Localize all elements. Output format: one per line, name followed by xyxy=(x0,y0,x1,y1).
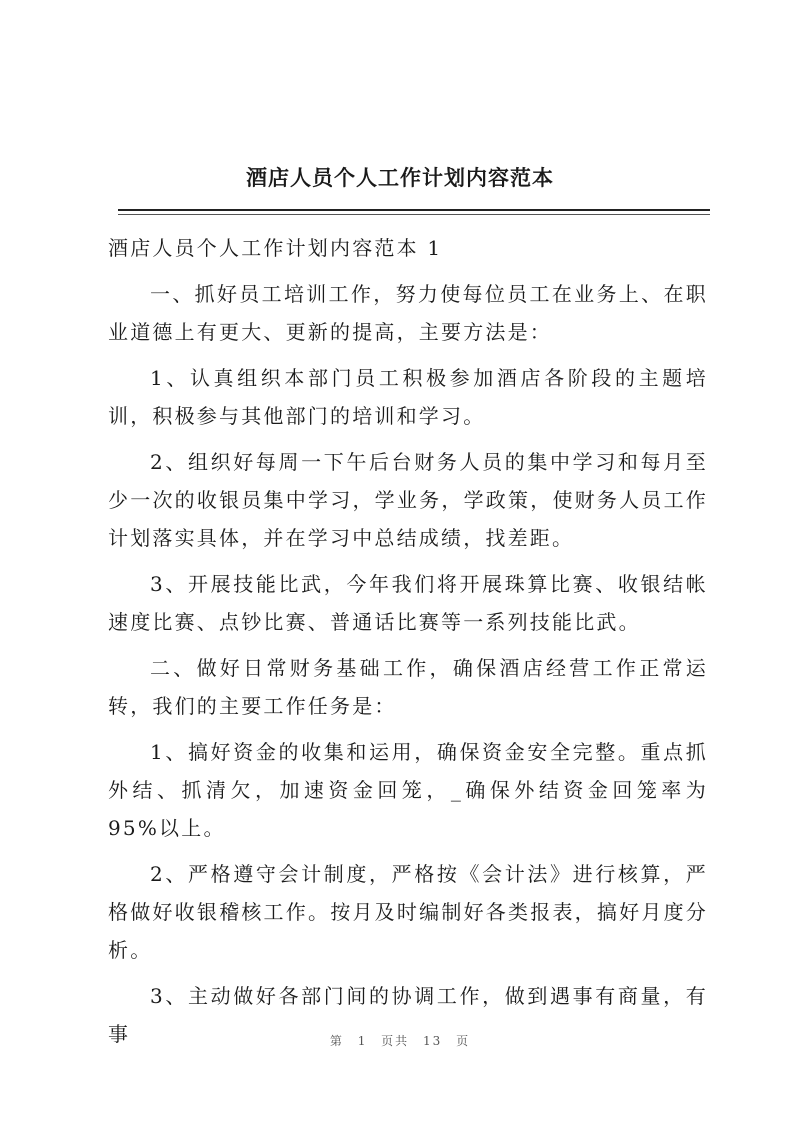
body-paragraph: 1、搞好资金的收集和运用，确保资金安全完整。重点抓外结、抓清欠，加速资金回笼，_确保外结资金回笼率为 95%以上。 xyxy=(108,740,708,840)
section-heading: 酒店人员个人工作计划内容范本 1 xyxy=(108,236,443,260)
body-paragraph: 一、抓好员工培训工作，努力使每位员工在业务上、在职业道德上有更大、更新的提高，主要方法是： xyxy=(108,282,708,344)
body-paragraph: 3、主动做好各部门间的协调工作，做到遇事有商量，有事 xyxy=(108,984,708,1046)
title-divider xyxy=(118,209,710,211)
body-paragraph: 二、做好日常财务基础工作，确保酒店经营工作正常运转，我们的主要工作任务是： xyxy=(108,656,708,718)
document-title: 酒店人员个人工作计划内容范本 xyxy=(246,165,554,190)
body-paragraph: 2、组织好每周一下午后台财务人员的集中学习和每月至少一次的收银员集中学习，学业务，学政策，使财务人员工作计划落实具体，并在学习中总结成绩，找差距。 xyxy=(108,450,708,550)
title-divider-thin xyxy=(118,214,710,215)
document-body xyxy=(108,229,708,1061)
body-paragraph: 1、认真组织本部门员工积极参加酒店各阶段的主题培训，积极参与其他部门的培训和学习。 xyxy=(108,366,708,428)
page-number-footer: 第 1 页共 13 页 xyxy=(329,1034,471,1048)
body-paragraph: 2、严格遵守会计制度，严格按《会计法》进行核算，严格做好收银稽核工作。按月及时编制好各类报表，搞好月度分析。 xyxy=(108,862,708,962)
body-paragraph: 3、开展技能比武，今年我们将开展珠算比赛、收银结帐速度比赛、点钞比赛、普通话比赛等一系列技能比武。 xyxy=(108,572,708,634)
